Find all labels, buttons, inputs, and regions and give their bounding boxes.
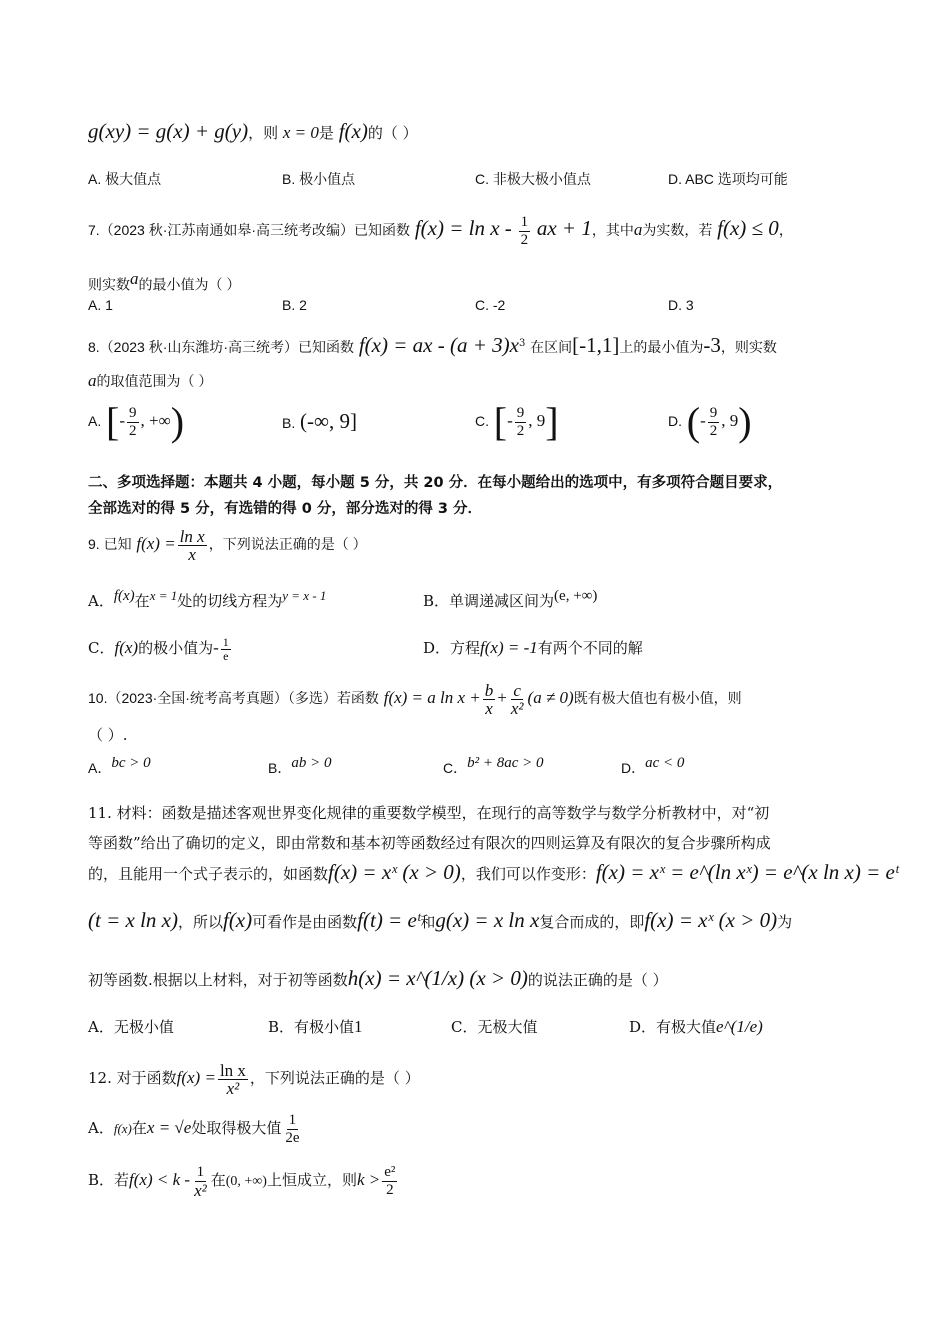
q7-option-a[interactable]: A. 1 [88,297,113,313]
q9-option-a[interactable]: A．$^{f(x)}$在$^{x = 1}$处的切线方程为$^{y = x - 1}$ [88,588,327,610]
q12-stem: 12. 对于函数f(x) = $\frac{\text{ln x}}{\text{x²}}$ ，下列说法正确的是（ ） [88,1060,420,1098]
q8-option-d[interactable]: D. (- $\frac{9}{2}$ , 9) [668,399,752,444]
q10-option-d[interactable]: D．$^{ac < 0}$ [621,755,685,776]
q7-stem: 7.（2023 秋·江苏南通如皋·高三统考改编）已知函数 f(x) = ln x - $\frac{1}{2}$ ax + 1，其中a为实数，若 f(x) ≤ 0， [88,213,793,248]
q8-stem-line2: a的取值范围为（ ） [88,371,213,390]
section-heading-line1: 二、多项选择题：本题共 4 小题，每小题 5 分，共 20 分．在每小题给出的选项中，有多项符合题目要求， [88,475,783,491]
q6-option-a[interactable]: A. 极大值点 [88,171,162,187]
q11-option-a[interactable]: A．无极小值 [88,1018,174,1036]
q8-stem: 8.（2023 秋·山东潍坊·高三统考）已知函数 f(x) = ax - $(a + 3)x^3$ 在区间[-1,1]上的最小值为-3，则实数 [88,333,777,357]
q7-option-d[interactable]: D. 3 [668,297,694,313]
q6-stem-tail: g(xy) = g(x) + g(y)，则 x = 0是 f(x)的（ ） [88,119,418,143]
q11-option-d[interactable]: D．有极大值e^(1/e) [629,1017,763,1036]
q6-option-b[interactable]: B. 极小值点 [282,171,356,187]
q9-stem: 9. 已知 f(x) = $\frac{\text{ln x}}{x}$ ，下列说法正确的是（ ） [88,526,367,564]
q11-line4: (t = x ln x)，所以f(x)可看作是由函数f(t) = eᵗ和g(x) = x ln x复合而成的，即f(x) = xˣ (x > 0)为 [88,908,793,932]
q8-option-b[interactable]: B. (-∞, 9] [282,409,357,433]
q11-option-c[interactable]: C．无极大值 [451,1018,538,1036]
q9-option-d[interactable]: D．方程f(x) = -1有两个不同的解 [423,638,643,657]
q6-option-c[interactable]: C. 非极大极小值点 [475,171,591,187]
q7-stem-line2: 则实数$^a$的最小值为（ ） [88,269,241,293]
q9-option-c[interactable]: C．f(x)的极小值为- $\frac{1}{e}$ [88,634,229,663]
q8-option-a[interactable]: A. [- $\frac{9}{2}$ , +∞) [88,399,185,444]
q7-option-b[interactable]: B. 2 [282,297,307,313]
q8-option-c[interactable]: C. [- $\frac{9}{2}$ , 9] [475,399,559,444]
q10-stem-line2: （ ）. [88,726,128,744]
q11-line2: 等函数”给出了确切的定义，即由常数和基本初等函数经过有限次的四则运算及有限次的复合步骤所构成 [88,834,771,852]
q11-option-b[interactable]: B．有极小值1 [268,1017,363,1036]
q9-option-b[interactable]: B．单调递减区间为$^{(e, +\infty)}$ [423,588,598,610]
q6-formula: g(xy) = g(x) + g(y) [88,119,249,143]
q11-line3: 的，且能用一个式子表示的，如函数f(x) = xˣ (x > 0)，我们可以作变形：f(x) = xˣ = e^(ln xˣ) = e^(x ln x) = eᵗ [88,860,899,884]
q11-line5: 初等函数.根据以上材料，对于初等函数h(x) = x^(1/x) (x > 0)的说法正确的是（ ） [88,966,668,990]
q11-line1: 11. 材料：函数是描述客观世界变化规律的重要数学模型，在现行的高等数学与数学分析教材中，对“初 [88,804,770,822]
q7-option-c[interactable]: C. -2 [475,297,506,313]
q10-stem: 10.（2023·全国·统考高考真题）（多选）若函数 f(x) = a ln x + $\frac{b}{x}$ + $\frac{c}{\text{x²}}$ (a ≠ 0)既有极大值也有极小值，则 [88,680,742,718]
q6-option-d[interactable]: D. ABC 选项均可能 [668,171,788,187]
q10-option-a[interactable]: A．$^{bc > 0}$ [88,755,151,776]
q10-option-c[interactable]: C．$^{b^2 + 8ac > 0}$ [443,755,544,776]
q10-option-b[interactable]: B．$^{ab > 0}$ [268,755,332,776]
q12-option-a[interactable]: A．f(x)在x = √e处取得极大值 $\frac{1}{2e}$ [88,1111,300,1146]
q7-fraction: $\frac{1}{2}$ [520,213,529,248]
q12-option-b[interactable]: B．若f(x) < k - $\frac{1}{\text{x²}}$ 在(0, +∞)上恒成立，则k > $\frac{\text{e²}}{2}$ [88,1163,396,1200]
section-heading-line2: 全部选对的得 5 分，有选错的得 0 分，部分选对的得 3 分． [88,501,483,517]
